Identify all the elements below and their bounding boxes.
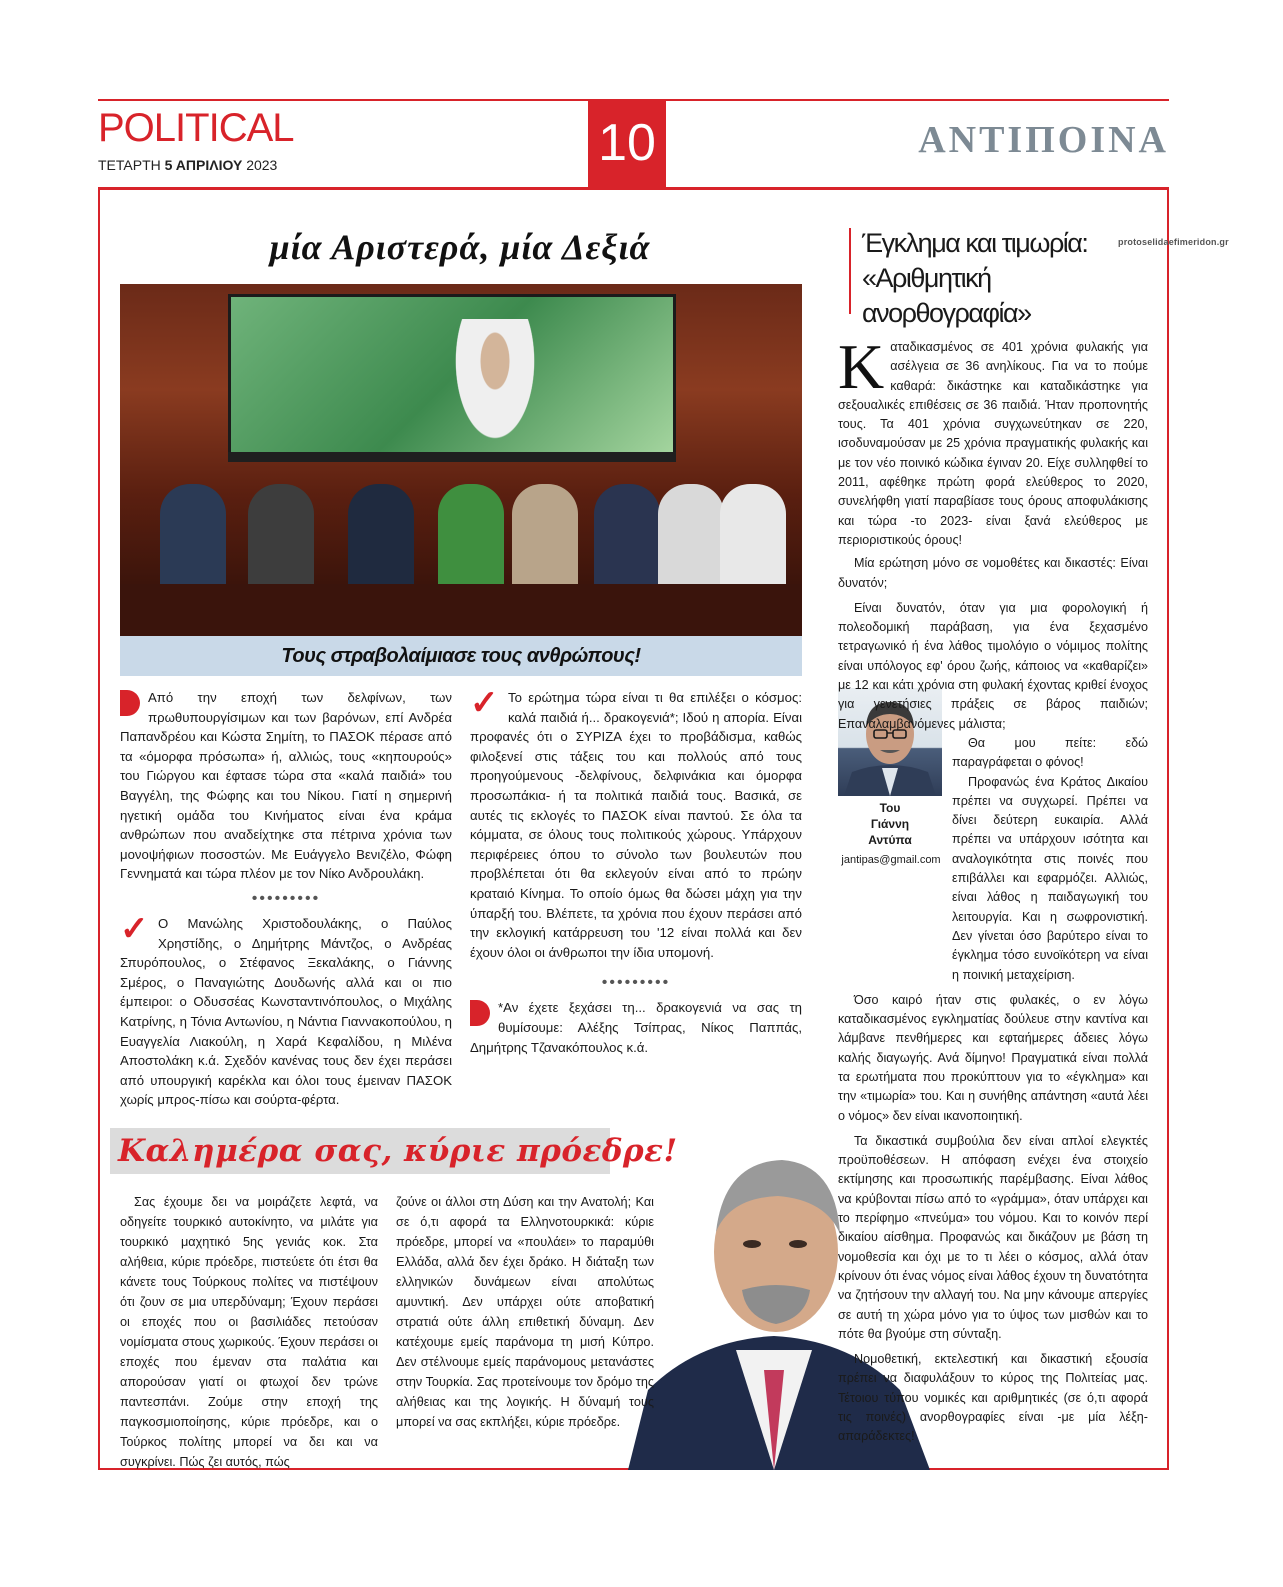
date-year: 2023 bbox=[246, 157, 278, 173]
paragraph: Όσο καιρό ήταν στις φυλακές, ο εν λόγω καταδικασμένος εγκληματίας δούλευε στην καντίνα και λάμβανε πενθήμερες και εφταήμερες άδειες λόγω καλής διαγωγής. Ανά δίμηνο! Πραγματικά είναι πολλά τα ερωτήματα που προκύπτουν για το «έγκλημα» και την «τιμωρία» του. Και η συνήθης απάντηση «αυτά λέει ο νόμος» δεν είναι ικανοποιητική. bbox=[838, 992, 1148, 1123]
date-main: 5 ΑΠΡΙΛΙΟΥ bbox=[164, 157, 243, 173]
author-email: jantipas@gmail.com bbox=[841, 854, 941, 866]
paragraph: Μία ερώτηση μόνο σε νομοθέτες και δικαστές: Είναι δυνατόν; bbox=[838, 556, 1148, 590]
separator-dots: ••••••••• bbox=[251, 889, 321, 907]
photo-caption: Τους στραβολαίμιασε τους ανθρώπους! bbox=[120, 636, 802, 676]
title-line: ανορθογραφία» bbox=[862, 298, 1031, 328]
second-headline: Καλημέρα σας, κύριε πρόεδρε! bbox=[118, 1133, 678, 1169]
date-day: ΤΕΤΑΡΤΗ bbox=[98, 157, 161, 173]
checkmark-icon: ✓ bbox=[120, 909, 149, 948]
author-wrap-space bbox=[838, 734, 952, 980]
main-mid-column bbox=[470, 684, 802, 1057]
second-col-2 bbox=[396, 1192, 654, 1432]
title-line: Έγκλημα και τιμωρία: bbox=[862, 228, 1088, 258]
main-left-column bbox=[120, 688, 452, 1110]
main-headline: μία Αριστερά, μία Δεξιά bbox=[269, 227, 651, 267]
projection-screen bbox=[228, 294, 676, 462]
paragraph: Σας έχουμε δει να μοιράζετε λεφτά, να οδηγείτε τουρκικό αυτοκίνητο, να μιλάτε για τουρκικό μαχητικό 5ης γενιάς κοκ. Στα αλήθεια, κύριε πρόεδρε, πιστεύετε ότι έτσι θα κάνετε τους Τούρκους πολίτες να πιστέψουν ότι ζουν σε μια υπερδύναμη; Έχουν περάσει οι εποχές που οι βασιλιάδες πετούσαν νομίσματα στους χωρικούς. Έχουν περάσει οι εποχές που έμεναν στα παλάτια και απορούσαν γιατί οι φτωχοί δεν τρώνε παντεσπάνι. Ζούμε στην εποχή της παγκοσμιοποίησης, κύριε πρόεδρε, και ο Τούρκος πολίτης μπορεί να δει και να συγκρίνει. Πώς ζει αυτός, πώς bbox=[120, 1195, 378, 1469]
title-line: «Αριθμητική bbox=[862, 263, 991, 293]
right-article-body bbox=[838, 331, 1148, 1447]
paragraph: ✓ Το ερώτημα τώρα είναι τι θα επιλέξει ο κόσμος: καλά παιδιά ή... δρακογενιά*; Ιδού η απορία. Είναι προφανές ότι ο ΣΥΡΙΖΑ έχει το προβάδισμα, καθώς φιλοξενεί στις τάξεις του και πολλούς από τους προηγούμενους -δελφίνους, δελφινάκια και όμορφα προσωπάκια- ή τα πολιτικά παιδιά τους. Βασικά, σε αυτές τις εκλογές το ΠΑΣΟΚ είναι παντού. Σε όλα τα κόμματα, σε όλους τους πολιτικούς χώρους. Υπάρχουν περιφέρειες όπου το σύνολο των βουλευτών που προβλέπεται ότι θα εκλεγούν είναι από το πρώην κραταιό Κίνημα. Το οποίο όμως θα δώσει μάχη για την ύπαρξή του. Βλέπετε, τα χρόνια που έχουν περάσει από την εκλογική κατάρρευση του '12 είναι πολλά και δεν έχουν όλοι οι άνθρωποι την ίδια υπομονή. bbox=[470, 684, 802, 960]
brand-logo: POLITICAL bbox=[98, 106, 294, 150]
speaker-figure bbox=[445, 319, 545, 459]
separator-dots: ••••••••• bbox=[601, 974, 671, 992]
conference-photo bbox=[120, 284, 802, 636]
checkmark-icon: ✓ bbox=[470, 684, 499, 722]
section-title: ΑΝΤΙΠΟΙΝΑ bbox=[918, 119, 1169, 161]
drop-cap: Κ bbox=[838, 331, 885, 402]
paragraph: Καταδικασμένος σε 401 χρόνια φυλακής για ασέλγεια σε 36 ανηλίκους. Για να το πούμε καθαρά: δικάστηκε και καταδικάστηκε για σεξουαλικές επιθέσεις σε 36 παιδιά. Ήταν προπονητής τους. Τα 401 χρόνια συγχωνεύτηκαν σε 220, ισοδυναμούσαν με 25 χρόνια πραγματικής φυλακής και με τον νέο ποινικό κώδικα έγιναν 20. Είχε συλληφθεί το 2011, αφέθηκε πρώτη φορά ελεύθερος το 2020, συνελήφθη γιατί παραβίασε τους όρους αποφυλάκισης και τώρα -το 2023- είναι ξανά ελεύθερος με περιοριστικούς όρους! bbox=[838, 331, 1148, 547]
drop-marker-icon bbox=[470, 1000, 490, 1026]
paragraph: ✓ Ο Μανώλης Χριστοδουλάκης, ο Παύλος Χρηστίδης, ο Δημήτρης Μάντζος, ο Ανδρέας Σπυρόπουλος, ο Στέφανος Ξεκαλάκης, ο Γιάννης Σμέρος, ο Παναγιώτης Δουδωνής αλλά και οι πιο έμπειροι: ο Οδυσσέας Κωνσταντινόπουλος, ο Μιχάλης Κατρίνης, η Τόνια Αντωνίου, η Νάντια Γιαννακοπούλου, η Ευαγγελία Λιακούλη, η Χαρά Κεφαλίδου, η Μιλένα Αποστολάκη κ.ά. Σχεδόν κανένας τους δεν έχει περάσει από υπουργική καρέκλα και όλοι τους έμειναν ΠΑΣΟΚ χωρίς μπρος-πίσω και σούρτα-φέρτα. bbox=[120, 909, 452, 1108]
drop-marker-icon bbox=[120, 690, 140, 716]
paragraph: ζούνε οι άλλοι στη Δύση και την Ανατολή; Και σε ό,τι αφορά τα Ελληνοτουρκικά: κύριε πρόεδρε, μπορεί να «πουλάει» το παραμύθι Ελλάδα, αλλά δεν έχει δράκο. Η διάταξη των ελληνικών δυνάμεων είναι απολύτως αμυντική. Δεν υπάρχει ούτε αποβατική στρατιά ούτε άλλη επιθετική δύναμη. Δεν κατέχουμε εμείς παράνομα τη μισή Κύπρο. Δεν στέλνουμε εμείς παράνομους μετανάστες στην Τουρκία. Σας προτείνουμε τον δρόμο της αλήθειας και της λογικής. Η δύναμή τους μπορεί να σας εκπλήξει, κύριε πρόεδρε. bbox=[396, 1195, 654, 1429]
second-col-1 bbox=[120, 1192, 378, 1472]
stage-floor bbox=[120, 584, 802, 636]
page-number: 10 bbox=[588, 99, 666, 187]
title-accent-rule bbox=[849, 228, 851, 314]
second-headline-banner bbox=[110, 1128, 678, 1174]
screen-taskbar bbox=[228, 452, 676, 462]
watermark: protoselidaefimeridon.gr bbox=[1118, 237, 1229, 247]
paragraph: Θα μου πείτε: εδώ παραγράφεται ο φόνος! bbox=[952, 735, 1148, 770]
paragraph: Είναι δυνατόν, όταν για μια φορολογική ή πολεοδομική παράβαση, για ένα ξεχασμένο τετραγωνικό ή ένα λάθος τιμολόγιο ο νόμιμος πολίτης είναι υπόλογος εφ' όρου ζωής, κάποιος να «καθαρίζει» με 12 και κάτι χρόνια στη φυλακή έχοντας κριθεί ένοχος για γενετήσιες πράξεις σε βάρος παιδιών; Επαναλαμβανόμενες μάλιστα; bbox=[838, 600, 1148, 731]
paragraph: Νομοθετική, εκτελεστική και δικαστική εξουσία πρέπει να διαφυλάξουν το κύρος της Πολιτείας μας. Τέτοιου τύπου νομικές και αριθμητικές (σε ό,τι αφορά τις ποινές) ανορθογραφίες είναι -με μία λέξη- απαράδεκτες! bbox=[838, 1352, 1148, 1444]
paragraph: Προφανώς ένα Κράτος Δικαίου πρέπει να συγχωρεί. Πρέπει να δίνει δεύτερη ευκαιρία. Αλλά πρέπει να υπάρχουν ισότητα και αναλογικότητα στις ποινές που επιβάλλει και εφαρμόζει. Αλλιώς, είναι λάθος η παιδαγωγική του λειτουργία. Και η σωφρονιστική. Δεν γίνεται όσο βαρύτερο είναι το έγκλημα τόσο ευνοϊκότερη να είναι η ποινική μεταχείριση. bbox=[952, 774, 1148, 982]
paragraph: Από την εποχή των δελφίνων, των πρωθυπουργίσιμων και των βαρόνων, επί Ανδρέα Παπανδρέου και Κώστα Σημίτη, το ΠΑΣΟΚ πέρασε από τα «όμορφα πρόσωπα» ή, αλλιώς, τους «κηπουρούς» του Γιώργου και έφτασε τώρα στα «καλά παιδιά» του Βαγγέλη, της Φώφης και του Νίκου. Γιατί η σημερινή ηγετική ομάδα του Κινήματος είναι ένα κράμα ανθρώπων που αναδείχτηκε στα πέτρινα χρόνια των μονοψήφιων ποσοστών. Με Ευάγγελο Βενιζέλο, Φώφη Γεννηματά και τώρα πλέον με τον Νίκο Ανδρουλάκη. bbox=[120, 690, 452, 882]
author-name: Του Γιάννη Αντύπα bbox=[868, 801, 912, 847]
dateline bbox=[98, 157, 277, 173]
paragraph: *Αν έχετε ξεχάσει τη... δρακογενιά να σας τη θυμίσουμε: Αλέξης Τσίπρας, Νίκος Παππάς, Δημήτρης Τζανακόπουλος κ.ά. bbox=[470, 1000, 802, 1055]
right-article-title bbox=[862, 226, 1112, 331]
paragraph: Τα δικαστικά συμβούλια δεν είναι απλοί ελεγκτές προϋποθέσεων. Η απόφαση ενέχει ένα στοιχείο εκτίμησης και προσωπικής παρέμβασης. Είναι λάθος να κρύβονται πίσω από το «γράμμα», όταν υπάρχει και το περίφημο «πνεύμα» του νόμου. Και το κοινόν περί δικαίου αίσθημα. Προφανώς και δικάζουν με βάση τη νομοθεσία και όχι με το τι λέει ο κόσμος, αλλά όταν κρίνουν ότι ένας νόμος είναι λάθος έχουν τη δυνατότητα να ζητήσουν την αλλαγή του. Να μην κάνουμε απεργίες σε αυτή τη χώρα μόνο για το ύψος των μισθών και το πότε θα βγούμε στη σύνταξη. bbox=[838, 1133, 1148, 1341]
